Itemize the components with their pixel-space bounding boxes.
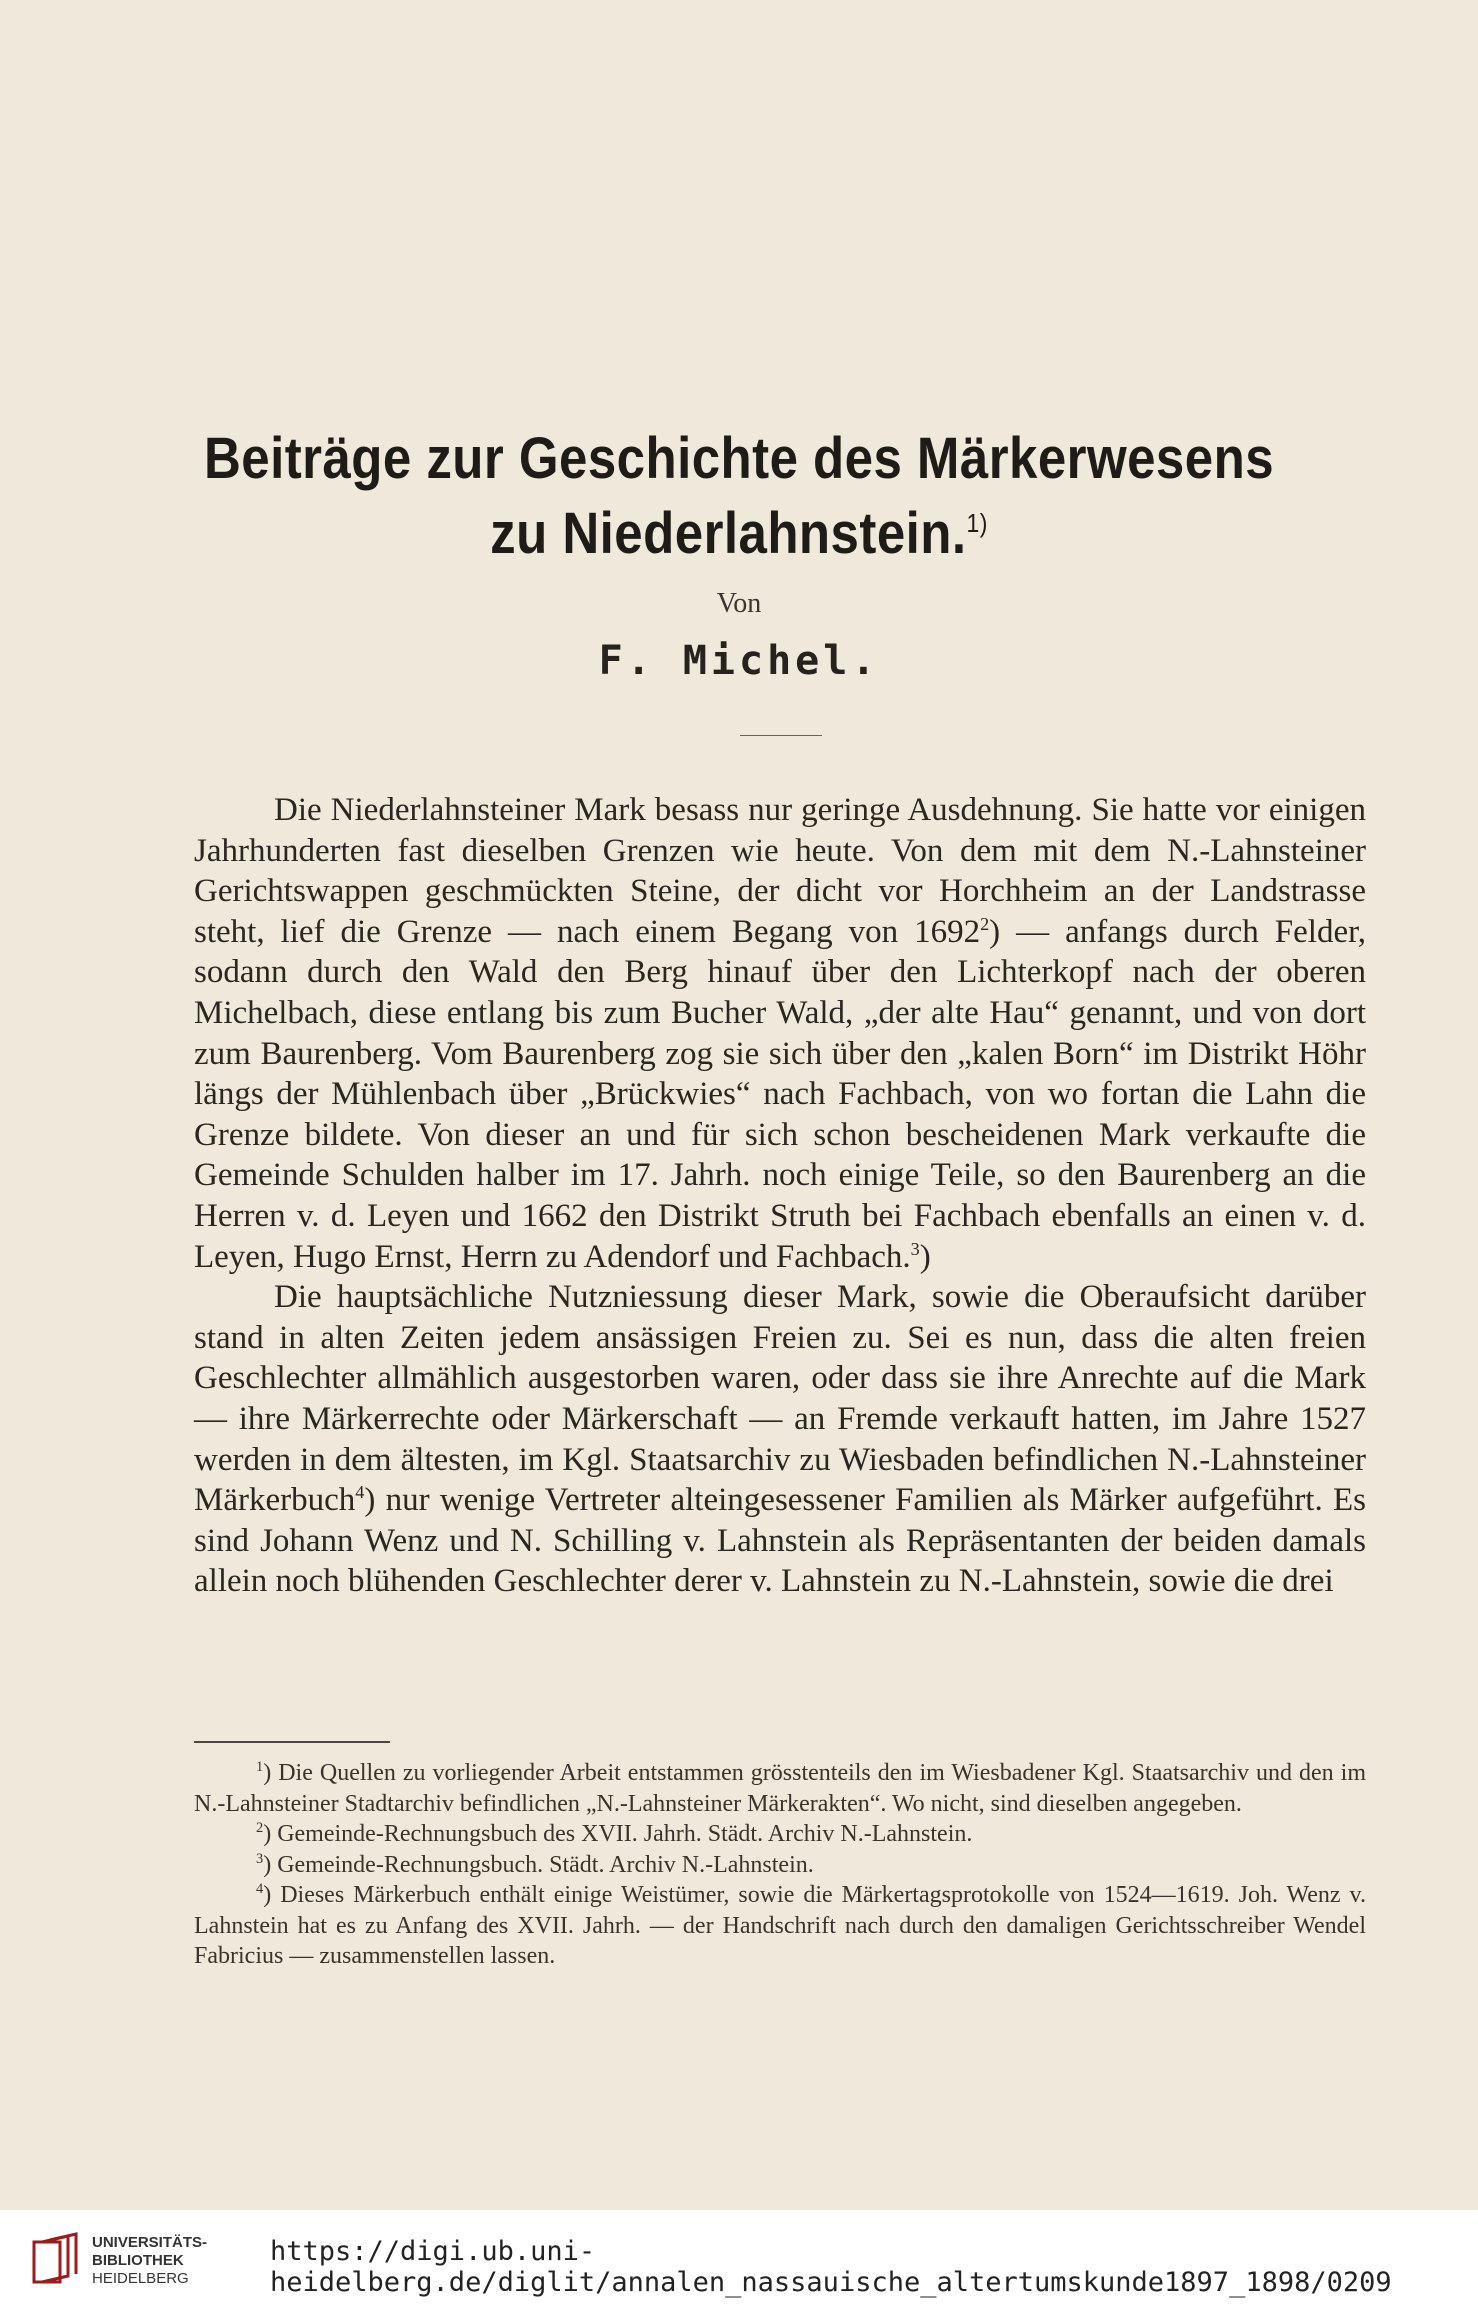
permalink-url[interactable]: https://digi.ub.uni-heidelberg.de/diglit/annalen_nassauische_altertumskunde1897_1898/0209 — [270, 2236, 1392, 2298]
library-name-line-1: UNIVERSITÄTS- — [92, 2234, 208, 2251]
text-run: ) — anfangs durch Felder, sodann durch den Wald den Berg hinauf über den Lichterkopf nach der oberen Michelbach, diese entlang bis zum Bucher Wald, „der alte Hau“ genannt, und von dort zum Baurenberg. Vom Baurenberg zog sie sich über den „kalen Born“ im Distrikt Höhr längs der Mühlenbach über „Brückwies“ nach Fachbach, von wo fortan die Lahn die Grenze bildete. Von dieser an und für sich schon bescheidenen Mark verkaufte die Gemeinde Schulden halber im 17. Jahrh. noch einige Teile, so den Baurenberg an die Herren v. d. Leyen und 1662 den Distrikt Struth bei Fachbach ebenfalls an einen v. d. Leyen, Hugo Ernst, Herrn zu Adendorf und Fachbach. — [194, 913, 1367, 1275]
footnote-reference: 2 — [980, 913, 990, 934]
footnote-reference: 4 — [256, 1881, 264, 1897]
text-run: ) Die Quellen zu vorliegender Arbeit entstammen grösstenteils den im Wiesbadener Kgl. Staatsarchiv und den im N.-Lahnsteiner Stadtarchiv befindlichen „N.-Lahnsteiner Märkerakten“. Wo nicht, sind dieselben angegeben. — [194, 1760, 1366, 1817]
author-name: F. Michel. — [598, 638, 880, 684]
title-divider — [740, 735, 822, 736]
text-run: ) Dieses Märkerbuch enthält einige Weistümer, sowie die Märkertagsprotokolle von 1524—1619. Joh. Wenz v. Lahnstein hat es zu Anfang des XVII. Jahrh. — der Handschrift nach durch den damaligen Gerichtsschreiber Wendel Fabricius — zusammenstellen lassen. — [194, 1882, 1366, 1969]
article-title-line-1: Beiträge zur Geschichte des Märkerwesens — [203, 426, 1275, 491]
text-run: ) — [919, 1238, 931, 1275]
body-paragraph — [194, 1277, 1366, 1602]
title-footnote-mark: 1) — [966, 507, 988, 538]
footnote-divider — [194, 1741, 390, 1743]
text-run: Die hauptsächliche Nutzniessung dieser Mark, sowie die Oberaufsicht darüber stand in alten Zeiten jedem ansässigen Freien zu. Sei es nun, dass die alten freien Geschlechter allmählich ausgestorben waren, oder dass sie ihre Anrechte auf die Mark — ihre Märkerrechte oder Märkerschaft — an Fremde verkauft hatten, im Jahre 1527 werden in dem ältesten, im Kgl. Staatsarchiv zu Wiesbaden befindlichen N.-Lahnsteiner Märkerbuch — [194, 1279, 1366, 1519]
text-run: ) Gemeinde-Rechnungsbuch. Städt. Archiv N.-Lahnstein. — [263, 1851, 814, 1878]
footnote — [194, 1819, 1366, 1850]
footnote-reference: 1 — [256, 1759, 264, 1775]
byline: Von — [716, 588, 762, 619]
footnotes — [194, 1758, 1366, 1972]
text-run: ) Gemeinde-Rechnungsbuch des XVII. Jahrh. Städt. Archiv N.-Lahnstein. — [263, 1821, 973, 1847]
footnote-reference: 3 — [910, 1238, 920, 1259]
footnote-reference: 3 — [256, 1850, 264, 1867]
library-name-line-2: BIBLIOTHEK — [92, 2252, 184, 2269]
footnote — [194, 1880, 1366, 1972]
article-title-line-2: zu Niederlahnstein.$^{1)}$ — [490, 501, 988, 566]
text-run: Die Niederlahnsteiner Mark besass nur geringe Ausdehnung. Sie hatte vor einigen Jahrhunderten fast dieselben Grenzen wie heute. Von dem mit dem N.-Lahnsteiner Gerichtswappen geschmückten Steine, der dicht vor Horchheim an der Landstrasse steht, lief die Grenze — nach einem Begang von 1692 — [194, 792, 1366, 950]
university-library-logo-icon[interactable] — [28, 2232, 84, 2288]
footnote-reference: 2 — [256, 1820, 264, 1836]
text-run: ) nur wenige Vertreter alteingesessener Familien als Märker aufgeführt. Es sind Johann Wenz und N. Schilling v. Lahnstein als Repräsentanten der beiden damals allein noch blühenden Geschlechter derer v. Lahnstein zu N.-Lahnstein, sowie die drei — [194, 1482, 1366, 1600]
body-paragraph — [194, 790, 1366, 1277]
library-name-line-3: HEIDELBERG — [92, 2270, 189, 2287]
footnote-reference: 4 — [355, 1482, 365, 1503]
footnote — [194, 1758, 1366, 1819]
library-name[interactable] — [92, 2234, 207, 2288]
footnote — [194, 1850, 1366, 1881]
body-text — [194, 790, 1366, 1602]
